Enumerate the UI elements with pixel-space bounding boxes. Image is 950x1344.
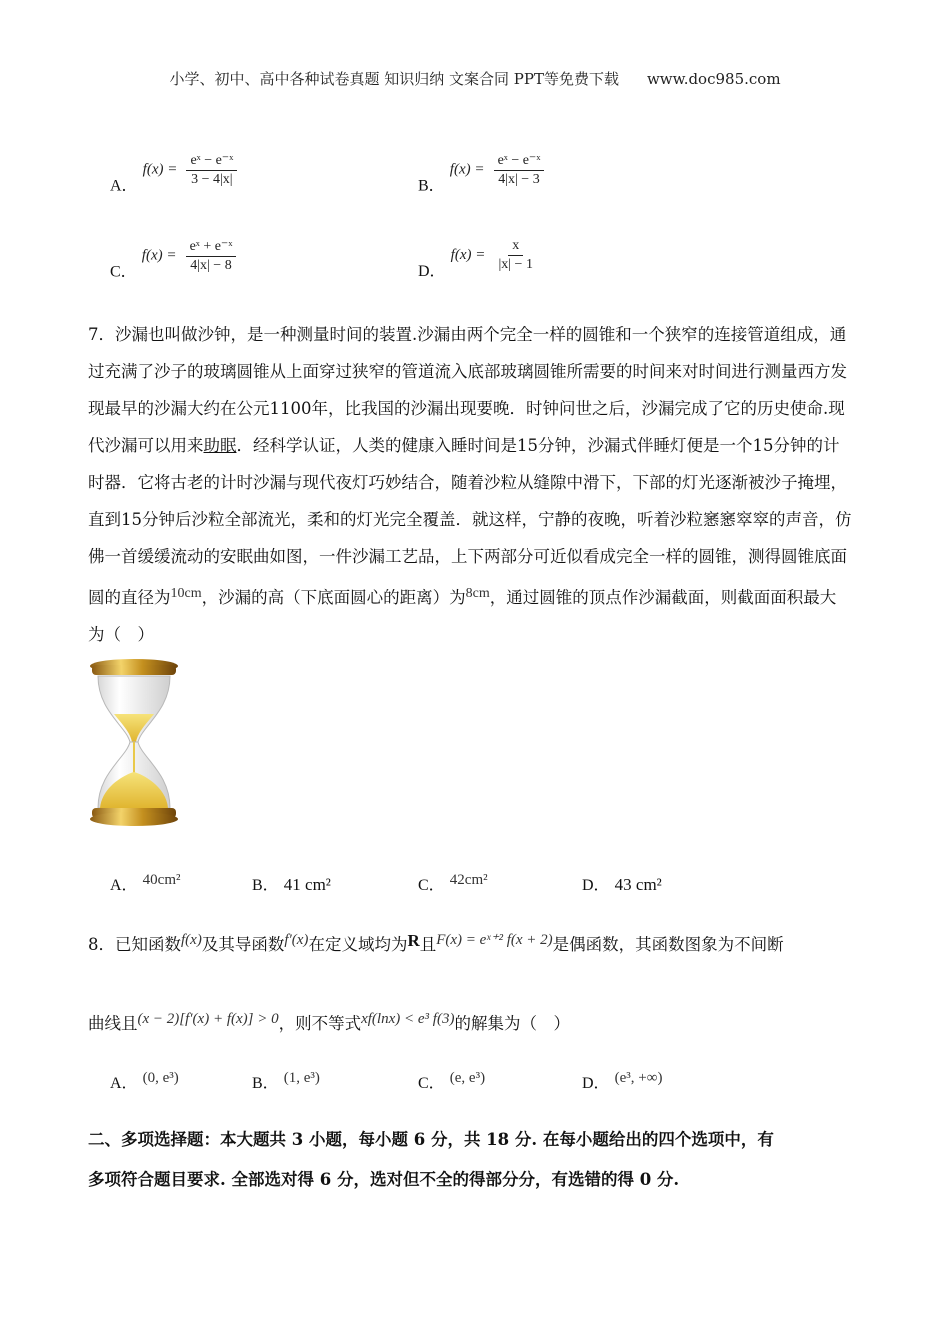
- math-Fx: F(x) = eˣ⁺² f(x + 2): [436, 932, 553, 948]
- option-lhs: f(x) =: [142, 161, 178, 178]
- fraction: [186, 152, 237, 188]
- numerator: eˣ + e⁻ˣ: [186, 238, 237, 257]
- q8-option-d: [582, 1070, 662, 1093]
- q8-option-b: [252, 1070, 320, 1093]
- text: 的解集为（ ）: [454, 1014, 570, 1033]
- fraction: [494, 152, 545, 188]
- q6-option-b: [418, 152, 544, 196]
- q7-line: 7．沙漏也叫做沙钟，是一种测量时间的装置.沙漏由两个完全一样的圆锥和一个狭窄的连接管道组成，通: [88, 325, 847, 344]
- numerator: eˣ − e⁻ˣ: [494, 152, 545, 171]
- q7-question: [88, 316, 868, 653]
- page-header: [0, 68, 950, 89]
- option-lhs: f(x) =: [450, 247, 486, 263]
- fraction: [186, 238, 237, 274]
- option-label: C．: [418, 1075, 445, 1092]
- option-label: A．: [110, 1075, 138, 1092]
- q7-line: [88, 427, 868, 464]
- q7-option-b: [252, 872, 331, 895]
- option-value: 40cm²: [142, 872, 181, 888]
- fraction: [494, 238, 537, 273]
- section-line: 多项符合题目要求. 全部选对得 6 分，选对但不全的得部分分，有选错的得 0 分.: [88, 1170, 680, 1189]
- math-condition: (x − 2)[f′(x) + f(x)] > 0: [137, 1011, 279, 1027]
- option-lhs: f(x) =: [449, 161, 485, 178]
- denominator: 4|x| − 3: [498, 172, 540, 187]
- q7-option-d: [582, 872, 662, 895]
- q8-option-c: [418, 1070, 485, 1093]
- text: 及其导函数: [201, 935, 285, 954]
- q6-option-a: [110, 152, 237, 196]
- math-fx: f(x): [181, 932, 202, 948]
- q7-line: 为（ ）: [88, 625, 154, 644]
- option-label: D．: [582, 877, 610, 894]
- section-2-heading: [88, 1120, 878, 1200]
- math-height: 8cm: [465, 586, 490, 601]
- text: 8．已知函数: [88, 935, 181, 954]
- option-label: B．: [252, 877, 279, 894]
- header-text: 小学、初中、高中各种试卷真题 知识归纳 文案合同 PPT等免费下载: [169, 70, 619, 88]
- numerator: x: [508, 238, 523, 256]
- q7-line: 佛一首缓缓流动的安眠曲如图，一件沙漏工艺品，上下两部分可近似看成完全一样的圆锥，测得圆锥底面: [88, 547, 847, 566]
- q7-line: 时器．它将古老的计时沙漏与现代夜灯巧妙结合，随着沙粒从缝隙中滑下，下部的灯光逐渐被沙子掩埋，: [88, 473, 847, 492]
- q8-question-line2: [88, 1010, 570, 1034]
- section-line: 二、多项选择题：本大题共 3 小题，每小题 6 分，共 18 分. 在每小题给出的四个选项中，有: [88, 1130, 774, 1149]
- math-diameter: 10cm: [170, 586, 202, 601]
- option-label: D．: [582, 1075, 610, 1092]
- math-inequality: xf(lnx) < e³ f(3): [361, 1011, 455, 1027]
- text: ，则不等式: [278, 1014, 362, 1033]
- option-value: 42cm²: [449, 872, 488, 888]
- option-label: A．: [110, 877, 138, 894]
- option-value: 43 cm²: [614, 875, 662, 894]
- q6-option-c: [110, 238, 236, 282]
- q7-line: 过充满了沙子的玻璃圆锥从上面穿过狭窄的管道流入底部玻璃圆锥所需要的时间来对时间进行测量西方发: [88, 362, 847, 381]
- text: ，通过圆锥的顶点作沙漏截面，则截面面积最大: [489, 588, 837, 607]
- q6-option-d: [418, 238, 537, 281]
- q7-option-c: [418, 872, 488, 895]
- underlined-term: 助眠: [203, 436, 237, 455]
- option-value: 41 cm²: [283, 875, 331, 894]
- math-fpx: f′(x): [284, 932, 309, 948]
- option-label: A．: [110, 177, 138, 195]
- q7-line: [88, 575, 868, 616]
- q8-question-line1: [88, 930, 784, 955]
- q7-line: 直到15分钟后沙粒全部流光，柔和的灯光完全覆盖．就这样，宁静的夜晚，听着沙粒窸窸窣窣的声音，仿: [88, 510, 852, 529]
- text: 曲线且: [88, 1014, 138, 1033]
- math-r: R: [407, 931, 420, 950]
- option-value: (0, e³): [142, 1070, 179, 1086]
- text: 代沙漏可以用来: [88, 436, 204, 455]
- text: ，沙漏的高（下底面圆心的距离）为: [201, 588, 466, 607]
- option-value: (e³, +∞): [614, 1070, 663, 1086]
- denominator: 3 − 4|x|: [191, 172, 233, 187]
- q7-option-a: [110, 872, 180, 895]
- denominator: 4|x| − 8: [190, 258, 232, 273]
- text: 圆的直径为: [88, 588, 171, 607]
- option-value: (e, e³): [449, 1070, 486, 1086]
- option-lhs: f(x) =: [141, 247, 177, 264]
- text: 是偶函数，其函数图象为不间断: [552, 935, 784, 954]
- header-site: www.doc985.com: [646, 70, 781, 88]
- option-label: B．: [252, 1075, 279, 1092]
- option-label: D．: [418, 263, 446, 280]
- hourglass-image: [86, 656, 182, 828]
- option-value: (1, e³): [283, 1070, 320, 1086]
- text: 在定义域均为: [308, 935, 408, 954]
- option-label: C．: [418, 877, 445, 894]
- q7-line: 现最早的沙漏大约在公元1100年，比我国的沙漏出现要晚．时钟问世之后，沙漏完成了它的历史使命.现: [88, 399, 845, 418]
- option-label: B．: [418, 177, 445, 195]
- q8-option-a: [110, 1070, 179, 1093]
- text: 且: [419, 935, 437, 954]
- numerator: eˣ − e⁻ˣ: [186, 152, 237, 171]
- denominator: |x| − 1: [498, 257, 533, 272]
- option-label: C．: [110, 263, 137, 281]
- text: ．经科学认证，人类的健康入睡时间是15分钟，沙漏式伴睡灯便是一个15分钟的计: [236, 436, 840, 455]
